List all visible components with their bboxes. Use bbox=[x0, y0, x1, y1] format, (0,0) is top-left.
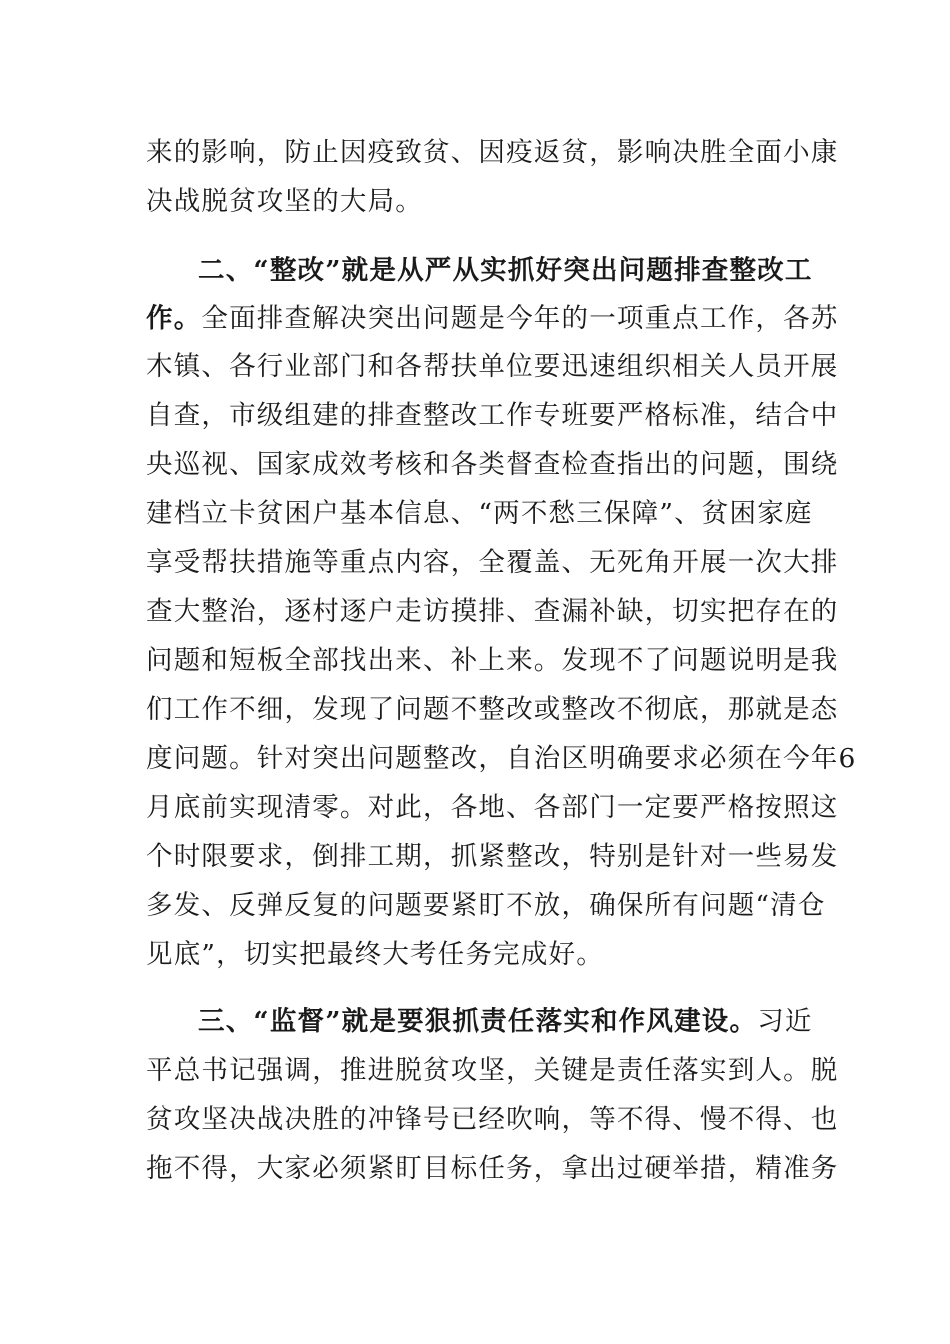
text-line: 个时限要求，倒排工期，抓紧整改，特别是针对一些易发 bbox=[146, 841, 839, 872]
text-line: 平总书记强调，推进脱贫攻坚，关键是责任落实到人。脱 bbox=[146, 1055, 839, 1086]
text-line: 贫攻坚决战决胜的冲锋号已经吹响，等不得、慢不得、也 bbox=[146, 1104, 839, 1135]
text-line: 问题和短板全部找出来、补上来。发现不了问题说明是我 bbox=[146, 645, 839, 676]
text-line: 木镇、各行业部门和各帮扶单位要迅速组织相关人员开展 bbox=[146, 351, 839, 382]
text-line: 建档立卡贫困户基本信息、“两不愁三保障”、贫困家庭 bbox=[146, 498, 813, 529]
section-heading-3: 三、“监督”就是要狠抓责任落实和作风建设。 bbox=[198, 1006, 758, 1037]
text-line: 来的影响，防止因疫致贫、因疫返贫，影响决胜全面小康 bbox=[146, 137, 839, 168]
text-line: 查大整治，逐村逐户走访摸排、查漏补缺，切实把存在的 bbox=[146, 596, 839, 627]
text-line: 决战脱贫攻坚的大局。 bbox=[146, 186, 423, 217]
text-line: 度问题。针对突出问题整改，自治区明确要求必须在今年6 bbox=[146, 743, 857, 774]
text-line: 央巡视、国家成效考核和各类督查检查指出的问题，围绕 bbox=[146, 449, 839, 480]
text-span: 习近 bbox=[757, 1006, 813, 1037]
text-line: 们工作不细，发现了问题不整改或整改不彻底，那就是态 bbox=[146, 694, 839, 725]
section-heading-2-end: 作。 bbox=[146, 303, 202, 334]
text-line: 享受帮扶措施等重点内容，全覆盖、无死角开展一次大排 bbox=[146, 547, 839, 578]
text-line: 自查，市级组建的排查整改工作专班要严格标准，结合中 bbox=[146, 400, 839, 431]
section-heading-2: 二、“整改”就是从严从实抓好突出问题排查整改工 bbox=[198, 255, 813, 286]
text-span: 全面排查解决突出问题是今年的一项重点工作，各苏 bbox=[201, 303, 839, 334]
text-line bbox=[146, 299, 839, 339]
text-line bbox=[198, 1002, 813, 1042]
text-line: 多发、反弹反复的问题要紧盯不放，确保所有问题“清仓 bbox=[146, 890, 826, 921]
text-line: 见底”，切实把最终大考任务完成好。 bbox=[146, 939, 604, 970]
text-line: 拖不得，大家必须紧盯目标任务，拿出过硬举措，精准务 bbox=[146, 1153, 839, 1184]
text-line: 月底前实现清零。对此，各地、各部门一定要严格按照这 bbox=[146, 792, 839, 823]
